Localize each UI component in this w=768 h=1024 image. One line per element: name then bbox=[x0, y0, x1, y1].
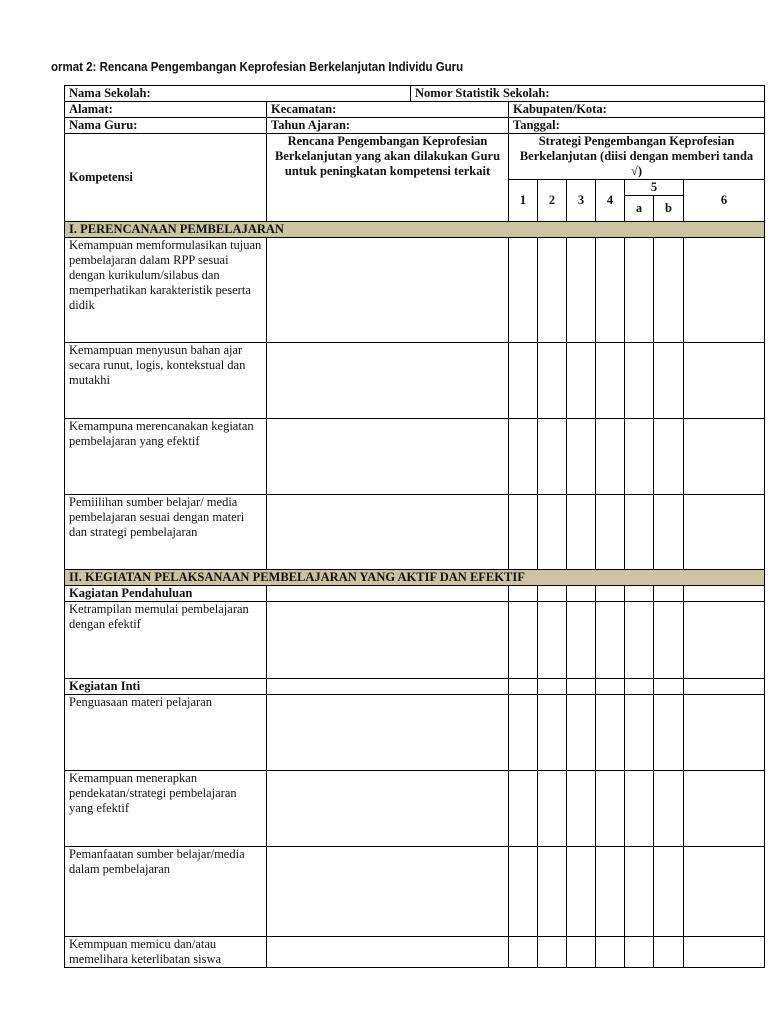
table-row bbox=[65, 343, 765, 419]
check-cell[interactable] bbox=[538, 937, 567, 968]
kompetensi-cell: Kemmpuan memicu dan/atau memelihara keterlibatan siswa bbox=[65, 937, 267, 968]
check-cell[interactable] bbox=[684, 495, 765, 570]
check-cell[interactable] bbox=[625, 238, 654, 343]
check-cell[interactable] bbox=[596, 937, 625, 968]
check-cell[interactable] bbox=[625, 419, 654, 495]
check-cell[interactable] bbox=[596, 343, 625, 419]
rencana-cell[interactable] bbox=[267, 847, 509, 937]
check-cell[interactable] bbox=[509, 419, 538, 495]
kompetensi-cell: Pemiilihan sumber belajar/ media pembelajaran sesuai dengan materi dan strategi pembelajaran bbox=[65, 495, 267, 570]
nama-sekolah-field[interactable]: Nama Sekolah: bbox=[65, 86, 411, 102]
header-col-5a: a bbox=[625, 196, 654, 222]
check-cell[interactable] bbox=[509, 602, 538, 679]
section-title-pelaksanaan: II. KEGIATAN PELAKSANAAN PEMBELAJARAN YANG AKTIF DAN EFEKTIF bbox=[65, 570, 765, 586]
check-cell[interactable] bbox=[684, 695, 765, 771]
check-cell[interactable] bbox=[538, 238, 567, 343]
check-cell[interactable] bbox=[625, 937, 654, 968]
check-cell[interactable] bbox=[654, 695, 684, 771]
check-cell[interactable] bbox=[625, 495, 654, 570]
column-header-row bbox=[65, 134, 765, 180]
check-cell[interactable] bbox=[509, 847, 538, 937]
header-kompetensi: Kompetensi bbox=[65, 134, 267, 222]
rencana-cell[interactable] bbox=[267, 495, 509, 570]
check-cell[interactable] bbox=[567, 937, 596, 968]
check-cell[interactable] bbox=[684, 343, 765, 419]
kompetensi-cell: Ketrampilan memulai pembelajaran dengan efektif bbox=[65, 602, 267, 679]
check-cell[interactable] bbox=[509, 771, 538, 847]
check-cell[interactable] bbox=[509, 238, 538, 343]
table-row bbox=[65, 847, 765, 937]
rencana-cell[interactable] bbox=[267, 238, 509, 343]
check-cell[interactable] bbox=[654, 847, 684, 937]
check-cell[interactable] bbox=[596, 419, 625, 495]
check-cell[interactable] bbox=[684, 937, 765, 968]
check-cell[interactable] bbox=[567, 343, 596, 419]
table-row bbox=[65, 495, 765, 570]
kompetensi-cell: Kemampuan memformulasikan tujuan pembelajaran dalam RPP sesuai dengan kurikulum/silabus dan memperhatikan karakteristik peserta didik bbox=[65, 238, 267, 343]
kompetensi-cell: Kemampuan menerapkan pendekatan/strategi pembelajaran yang efektif bbox=[65, 771, 267, 847]
table-row bbox=[65, 238, 765, 343]
section-title-perencanaan: I. PERENCANAAN PEMBELAJARAN bbox=[65, 222, 765, 238]
check-cell[interactable] bbox=[654, 419, 684, 495]
check-cell[interactable] bbox=[684, 847, 765, 937]
check-cell[interactable] bbox=[567, 419, 596, 495]
rencana-cell[interactable] bbox=[267, 771, 509, 847]
check-cell[interactable] bbox=[625, 602, 654, 679]
check-cell[interactable] bbox=[509, 695, 538, 771]
subsection-row-pendahuluan bbox=[65, 586, 765, 602]
kecamatan-field[interactable]: Kecamatan: bbox=[267, 102, 509, 118]
check-cell[interactable] bbox=[684, 238, 765, 343]
table-row bbox=[65, 602, 765, 679]
kompetensi-cell: Kemampuan menyusun bahan ajar secara runut, logis, kontekstual dan mutakhi bbox=[65, 343, 267, 419]
check-cell[interactable] bbox=[538, 847, 567, 937]
rencana-cell[interactable] bbox=[267, 695, 509, 771]
table-row bbox=[65, 771, 765, 847]
check-cell[interactable] bbox=[654, 343, 684, 419]
check-cell[interactable] bbox=[625, 847, 654, 937]
table-row bbox=[65, 695, 765, 771]
rencana-cell[interactable] bbox=[267, 343, 509, 419]
check-cell[interactable] bbox=[654, 238, 684, 343]
check-cell[interactable] bbox=[625, 695, 654, 771]
header-strategi: Strategi Pengembangan Keprofesian Berkelanjutan (diisi dengan memberi tanda √) bbox=[509, 134, 765, 180]
rencana-cell[interactable] bbox=[267, 419, 509, 495]
subsection-label-inti: Kegiatan Inti bbox=[65, 679, 267, 695]
check-cell[interactable] bbox=[538, 495, 567, 570]
table-row bbox=[65, 419, 765, 495]
rencana-cell[interactable] bbox=[267, 937, 509, 968]
check-cell[interactable] bbox=[684, 602, 765, 679]
check-cell[interactable] bbox=[509, 343, 538, 419]
check-cell[interactable] bbox=[684, 419, 765, 495]
check-cell[interactable] bbox=[684, 771, 765, 847]
info-row-address bbox=[65, 102, 765, 118]
kabupaten-field[interactable]: Kabupaten/Kota: bbox=[509, 102, 765, 118]
check-cell[interactable] bbox=[538, 771, 567, 847]
header-rencana: Rencana Pengembangan Keprofesian Berkelanjutan yang akan dilakukan Guru untuk peningkatan kompetensi terkait bbox=[267, 134, 509, 222]
subsection-row-inti bbox=[65, 679, 765, 695]
header-col-3: 3 bbox=[567, 180, 596, 222]
check-cell[interactable] bbox=[567, 771, 596, 847]
subsection-label-pendahuluan: Kagiatan Pendahuluan bbox=[65, 586, 267, 602]
check-cell[interactable] bbox=[654, 602, 684, 679]
check-cell[interactable] bbox=[567, 238, 596, 343]
check-cell[interactable] bbox=[596, 847, 625, 937]
check-cell[interactable] bbox=[567, 602, 596, 679]
section-row-perencanaan bbox=[65, 222, 765, 238]
header-col-4: 4 bbox=[596, 180, 625, 222]
check-cell[interactable] bbox=[567, 495, 596, 570]
kompetensi-cell: Pemanfaatan sumber belajar/media dalam pembelajaran bbox=[65, 847, 267, 937]
check-cell[interactable] bbox=[654, 937, 684, 968]
alamat-field[interactable]: Alamat: bbox=[65, 102, 267, 118]
pkb-plan-table bbox=[64, 85, 765, 968]
tahun-ajaran-field[interactable]: Tahun Ajaran: bbox=[267, 118, 509, 134]
check-cell[interactable] bbox=[654, 771, 684, 847]
nomor-statistik-field[interactable]: Nomor Statistik Sekolah: bbox=[411, 86, 765, 102]
rencana-cell[interactable] bbox=[267, 602, 509, 679]
check-cell[interactable] bbox=[625, 343, 654, 419]
check-cell[interactable] bbox=[596, 495, 625, 570]
info-row-teacher bbox=[65, 118, 765, 134]
header-col-5b: b bbox=[654, 196, 684, 222]
check-cell[interactable] bbox=[567, 847, 596, 937]
header-col-1: 1 bbox=[509, 180, 538, 222]
check-cell[interactable] bbox=[538, 343, 567, 419]
info-row-school bbox=[65, 86, 765, 102]
table-row bbox=[65, 937, 765, 968]
check-cell[interactable] bbox=[509, 937, 538, 968]
document-title: ormat 2: Rencana Pengembangan Keprofesian Berkelanjutan Individu Guru bbox=[51, 60, 464, 74]
tanggal-field[interactable]: Tanggal: bbox=[509, 118, 765, 134]
check-cell[interactable] bbox=[538, 419, 567, 495]
check-cell[interactable] bbox=[654, 495, 684, 570]
check-cell[interactable] bbox=[596, 771, 625, 847]
header-col-5: 5 bbox=[625, 180, 684, 196]
kompetensi-cell: Penguasaan materi pelajaran bbox=[65, 695, 267, 771]
check-cell[interactable] bbox=[596, 602, 625, 679]
check-cell[interactable] bbox=[538, 695, 567, 771]
header-col-6: 6 bbox=[684, 180, 765, 222]
section-row-pelaksanaan bbox=[65, 570, 765, 586]
check-cell[interactable] bbox=[538, 602, 567, 679]
check-cell[interactable] bbox=[625, 771, 654, 847]
check-cell[interactable] bbox=[596, 238, 625, 343]
nama-guru-field[interactable]: Nama Guru: bbox=[65, 118, 267, 134]
kompetensi-cell: Kemampuna merencanakan kegiatan pembelajaran yang efektif bbox=[65, 419, 267, 495]
check-cell[interactable] bbox=[596, 695, 625, 771]
check-cell[interactable] bbox=[509, 495, 538, 570]
header-col-2: 2 bbox=[538, 180, 567, 222]
check-cell[interactable] bbox=[567, 695, 596, 771]
